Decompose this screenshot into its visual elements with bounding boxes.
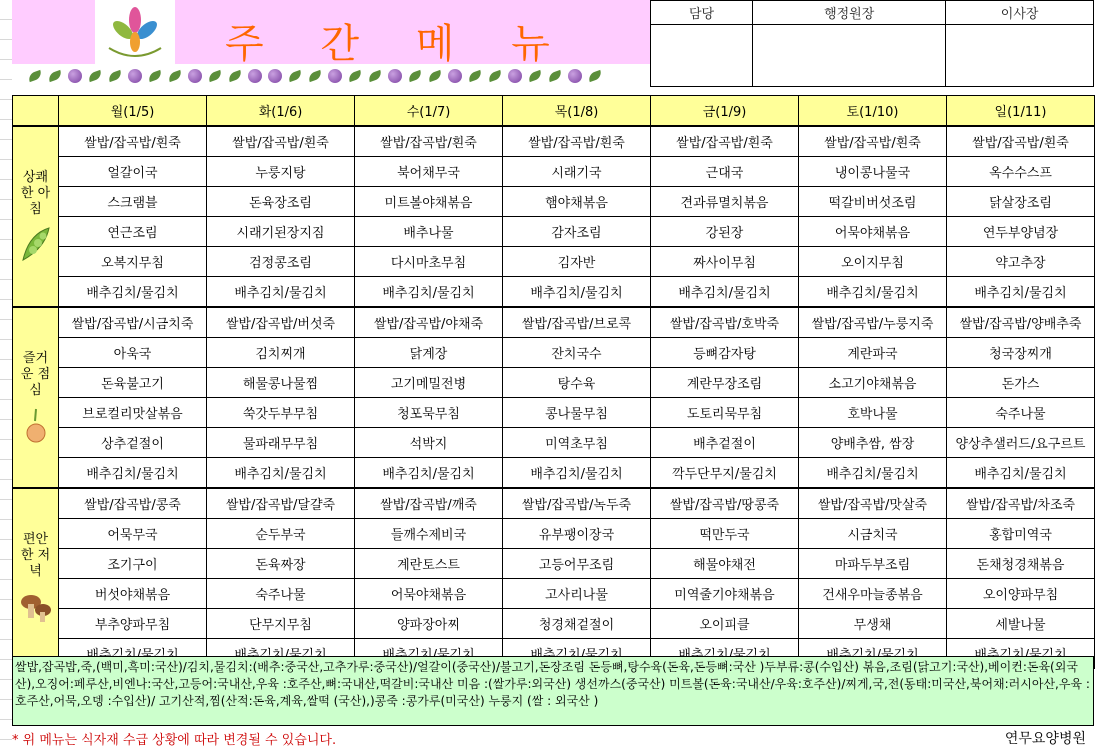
- menu-item: 배추김치/물김치: [651, 277, 799, 308]
- leaf-icon: [527, 70, 543, 82]
- menu-item: 쌀밥/잡곡밥/녹두죽: [503, 488, 651, 519]
- meal-label: 상쾌한 아침: [20, 169, 51, 217]
- notice-text: * 위 메뉴는 식자재 수급 상황에 따라 변경될 수 있습니다.: [12, 733, 337, 748]
- menu-item: 양배추쌈, 쌈장: [799, 428, 947, 458]
- menu-item: 건새우마늘종볶음: [799, 579, 947, 609]
- menu-item: 배추김치/물김치: [59, 458, 207, 489]
- menu-item: 쌀밥/잡곡밥/깨죽: [355, 488, 503, 519]
- menu-item: 청포묵무침: [355, 398, 503, 428]
- menu-row: [13, 338, 1095, 368]
- menu-item: 쌀밥/잡곡밥/흰죽: [947, 126, 1095, 157]
- meal-label-cell: [13, 488, 59, 669]
- leaf-icon: [47, 70, 63, 82]
- menu-item: 쑥갓두부무침: [207, 398, 355, 428]
- menu-item: 닭살장조림: [947, 187, 1095, 217]
- menu-item: 스크램블: [59, 187, 207, 217]
- menu-item: 약고추장: [947, 247, 1095, 277]
- pea-pod-icon: [19, 224, 53, 264]
- onion-icon: [21, 405, 51, 445]
- approval-signature-cell[interactable]: [651, 25, 753, 87]
- menu-row: [13, 307, 1095, 338]
- leaf-icon: [587, 70, 603, 82]
- menu-item: 검정콩조림: [207, 247, 355, 277]
- grape-icon: [568, 69, 582, 83]
- day-header: 월(1/5): [59, 96, 207, 127]
- menu-item: 떡갈비버섯조림: [799, 187, 947, 217]
- menu-item: 상추겉절이: [59, 428, 207, 458]
- menu-item: 배추김치/물김치: [207, 277, 355, 308]
- leaf-icon: [487, 70, 503, 82]
- menu-item: 쌀밥/잡곡밥/호박죽: [651, 307, 799, 338]
- menu-item: 아욱국: [59, 338, 207, 368]
- menu-item: 마파두부조림: [799, 549, 947, 579]
- menu-item: 견과류멸치볶음: [651, 187, 799, 217]
- menu-item: 오이피클: [651, 609, 799, 639]
- grape-icon: [448, 69, 462, 83]
- menu-item: 배추김치/물김치: [947, 458, 1095, 489]
- menu-item: 호박나물: [799, 398, 947, 428]
- leaf-icon: [147, 70, 163, 82]
- day-header: 화(1/6): [207, 96, 355, 127]
- grape-icon: [508, 69, 522, 83]
- menu-item: 쌀밥/잡곡밥/흰죽: [207, 126, 355, 157]
- leaf-icon: [107, 70, 123, 82]
- menu-item: 김치찌개: [207, 338, 355, 368]
- approval-role: 이사장: [946, 1, 1094, 25]
- menu-item: 미역줄기야채볶음: [651, 579, 799, 609]
- menu-item: 연두부양념장: [947, 217, 1095, 247]
- menu-item: 쌀밥/잡곡밥/야채죽: [355, 307, 503, 338]
- menu-body: [13, 126, 1095, 669]
- grape-icon: [128, 69, 142, 83]
- menu-item: 청국장찌개: [947, 338, 1095, 368]
- menu-item: 단무지무침: [207, 609, 355, 639]
- day-header: 수(1/7): [355, 96, 503, 127]
- menu-item: 돈가스: [947, 368, 1095, 398]
- menu-row: [13, 428, 1095, 458]
- leaf-icon: [427, 70, 443, 82]
- leaf-icon: [407, 70, 423, 82]
- approval-box: [650, 0, 1094, 87]
- menu-row: [13, 277, 1095, 308]
- leaf-icon: [367, 70, 383, 82]
- leaf-icon: [207, 70, 223, 82]
- menu-item: 강된장: [651, 217, 799, 247]
- menu-item: 쌀밥/잡곡밥/차조죽: [947, 488, 1095, 519]
- approval-signature-cell[interactable]: [753, 25, 946, 87]
- menu-item: 숙주나물: [947, 398, 1095, 428]
- menu-item: 북어채무국: [355, 157, 503, 187]
- hospital-logo-icon: [95, 0, 175, 64]
- menu-item: 소고기야채볶음: [799, 368, 947, 398]
- menu-item: 옥수수스프: [947, 157, 1095, 187]
- menu-row: [13, 458, 1095, 489]
- menu-row: [13, 187, 1095, 217]
- menu-item: 어묵야채볶음: [355, 579, 503, 609]
- menu-item: 미트볼야채볶음: [355, 187, 503, 217]
- grape-icon: [68, 69, 82, 83]
- grape-icon: [188, 69, 202, 83]
- menu-item: 쌀밥/잡곡밥/달걀죽: [207, 488, 355, 519]
- menu-item: 해물콩나물찜: [207, 368, 355, 398]
- menu-row: [13, 247, 1095, 277]
- corner-cell: [13, 96, 59, 127]
- meal-label-cell: [13, 126, 59, 307]
- decorative-border: [12, 64, 650, 88]
- menu-item: 쌀밥/잡곡밥/땅콩죽: [651, 488, 799, 519]
- menu-item: 시래기된장지짐: [207, 217, 355, 247]
- menu-item: 숙주나물: [207, 579, 355, 609]
- day-header: 토(1/10): [799, 96, 947, 127]
- menu-item: 순두부국: [207, 519, 355, 549]
- hospital-name: 연무요양병원: [1004, 731, 1086, 747]
- menu-item: 배추겉절이: [651, 428, 799, 458]
- menu-item: 양상추샐러드/요구르트: [947, 428, 1095, 458]
- approval-signature-cell[interactable]: [946, 25, 1094, 87]
- menu-item: 시래기국: [503, 157, 651, 187]
- weekly-menu-table: [12, 95, 1095, 669]
- menu-item: 햄야채볶음: [503, 187, 651, 217]
- menu-item: 버섯야채볶음: [59, 579, 207, 609]
- sheet-gridlines: [0, 0, 12, 749]
- menu-item: 고기메밀전병: [355, 368, 503, 398]
- menu-item: 시금치국: [799, 519, 947, 549]
- leaf-icon: [307, 70, 323, 82]
- menu-item: 배추김치/물김치: [207, 458, 355, 489]
- menu-item: 쌀밥/잡곡밥/흰죽: [503, 126, 651, 157]
- menu-item: 배추김치/물김치: [503, 458, 651, 489]
- menu-item: 조기구이: [59, 549, 207, 579]
- menu-item: 배추김치/물김치: [59, 277, 207, 308]
- grape-icon: [268, 69, 282, 83]
- leaf-icon: [87, 70, 103, 82]
- menu-row: [13, 217, 1095, 247]
- menu-item: 배추김치/물김치: [799, 458, 947, 489]
- meal-label-cell: [13, 307, 59, 488]
- mushroom-icon: [19, 586, 53, 626]
- menu-row: [13, 126, 1095, 157]
- menu-item: 쌀밥/잡곡밥/흰죽: [651, 126, 799, 157]
- grape-icon: [328, 69, 342, 83]
- menu-item: 쌀밥/잡곡밥/콩죽: [59, 488, 207, 519]
- menu-item: 무생채: [799, 609, 947, 639]
- header: [0, 0, 650, 88]
- menu-row: [13, 398, 1095, 428]
- menu-item: 배추김치/물김치: [799, 277, 947, 308]
- menu-item: 도토리묵무침: [651, 398, 799, 428]
- menu-item: 짜사이무침: [651, 247, 799, 277]
- leaf-icon: [347, 70, 363, 82]
- meal-label: 편안한 저녁: [20, 531, 51, 579]
- menu-item: 탕수육: [503, 368, 651, 398]
- menu-item: 부추양파무침: [59, 609, 207, 639]
- menu-row: [13, 549, 1095, 579]
- menu-item: 쌀밥/잡곡밥/흰죽: [355, 126, 503, 157]
- menu-item: 오이양파무침: [947, 579, 1095, 609]
- menu-item: 연근조림: [59, 217, 207, 247]
- grape-icon: [248, 69, 262, 83]
- menu-item: 돈채청경채볶음: [947, 549, 1095, 579]
- menu-item: 계란무장조림: [651, 368, 799, 398]
- leaf-icon: [287, 70, 303, 82]
- menu-row: [13, 368, 1095, 398]
- approval-role: 담당: [651, 1, 753, 25]
- menu-item: 브로컬리맛살볶음: [59, 398, 207, 428]
- menu-item: 돈육짜장: [207, 549, 355, 579]
- menu-item: 어묵무국: [59, 519, 207, 549]
- menu-item: 쌀밥/잡곡밥/브로콕: [503, 307, 651, 338]
- origin-info: 쌀밥,잡곡밥,죽,(백미,흑미:국산)/김치,물김치:(배추:중국산,고추가루:중국산)/얼갈이(중국산)/불고기,돈장조림 돈등뼈,탕수육(돈육,돈등뼈:국산 )두부류:콩(수입산) 볶음,조림(닭고기:국산),베이컨:돈육(외국산),오징어:페루산,비엔나:국산,고등어:국내산,우육 :호주산,뼈:국내산,떡갈비:국내산 미음 :(쌀가루:외국산) 생선까스(중국산) 미트볼(돈육:국내산/우육:호주산)/찌게,국,전(동태:미국산,북어채:러시아산,우육 :호주산,어묵,오뎅 :수입산)/ 고기산적,찜(산적:돈육,계육,쌀떡 (국산),)콩죽 :콩가루(미국산) 누룽지 (쌀 : 외국산 ): [12, 656, 1094, 726]
- leaf-icon: [467, 70, 483, 82]
- menu-item: 등뼈감자탕: [651, 338, 799, 368]
- menu-item: 오복지무침: [59, 247, 207, 277]
- footer: [12, 727, 1094, 747]
- menu-row: [13, 157, 1095, 187]
- menu-item: 오이지무침: [799, 247, 947, 277]
- menu-item: 석박지: [355, 428, 503, 458]
- menu-item: 쌀밥/잡곡밥/누룽지죽: [799, 307, 947, 338]
- menu-item: 배추나물: [355, 217, 503, 247]
- leaf-icon: [167, 70, 183, 82]
- menu-item: 배추김치/물김치: [355, 277, 503, 308]
- menu-item: 감자조림: [503, 217, 651, 247]
- menu-item: 김자반: [503, 247, 651, 277]
- menu-item: 물파래무무침: [207, 428, 355, 458]
- menu-item: 홍합미역국: [947, 519, 1095, 549]
- menu-item: 양파장아찌: [355, 609, 503, 639]
- menu-item: 쌀밥/잡곡밥/버섯죽: [207, 307, 355, 338]
- menu-row: [13, 519, 1095, 549]
- leaf-icon: [27, 70, 43, 82]
- menu-item: 돈육불고기: [59, 368, 207, 398]
- menu-item: 다시마초무침: [355, 247, 503, 277]
- menu-row: [13, 609, 1095, 639]
- menu-item: 계란토스트: [355, 549, 503, 579]
- menu-item: 깍두단무지/물김치: [651, 458, 799, 489]
- menu-item: 쌀밥/잡곡밥/흰죽: [59, 126, 207, 157]
- menu-item: 근대국: [651, 157, 799, 187]
- menu-item: 고사리나물: [503, 579, 651, 609]
- menu-item: 닭계장: [355, 338, 503, 368]
- menu-item: 배추김치/물김치: [503, 277, 651, 308]
- menu-item: 냉이콩나물국: [799, 157, 947, 187]
- menu-item: 콩나물무침: [503, 398, 651, 428]
- grape-icon: [388, 69, 402, 83]
- meal-label: 즐거운 점심: [20, 350, 51, 398]
- menu-item: 세발나물: [947, 609, 1095, 639]
- menu-row: [13, 579, 1095, 609]
- day-header: 금(1/9): [651, 96, 799, 127]
- leaf-icon: [547, 70, 563, 82]
- menu-item: 유부팽이장국: [503, 519, 651, 549]
- menu-item: 누룽지탕: [207, 157, 355, 187]
- menu-row: [13, 488, 1095, 519]
- menu-item: 쌀밥/잡곡밥/맛살죽: [799, 488, 947, 519]
- menu-item: 해물야채전: [651, 549, 799, 579]
- day-header: 일(1/11): [947, 96, 1095, 127]
- menu-item: 떡만두국: [651, 519, 799, 549]
- menu-item: 쌀밥/잡곡밥/시금치죽: [59, 307, 207, 338]
- menu-item: 돈육장조림: [207, 187, 355, 217]
- menu-item: 배추김치/물김치: [947, 277, 1095, 308]
- approval-role: 행정원장: [753, 1, 946, 25]
- menu-item: 미역초무침: [503, 428, 651, 458]
- menu-item: 쌀밥/잡곡밥/양배추죽: [947, 307, 1095, 338]
- menu-item: 어묵야채볶음: [799, 217, 947, 247]
- menu-item: 쌀밥/잡곡밥/흰죽: [799, 126, 947, 157]
- menu-item: 배추김치/물김치: [355, 458, 503, 489]
- menu-item: 잔치국수: [503, 338, 651, 368]
- menu-item: 고등어무조림: [503, 549, 651, 579]
- menu-item: 얼갈이국: [59, 157, 207, 187]
- page-title: 주 간 메 뉴: [225, 21, 572, 67]
- day-header: 목(1/8): [503, 96, 651, 127]
- menu-item: 청경채겉절이: [503, 609, 651, 639]
- menu-item: 계란파국: [799, 338, 947, 368]
- menu-item: 들깨수제비국: [355, 519, 503, 549]
- leaf-icon: [227, 70, 243, 82]
